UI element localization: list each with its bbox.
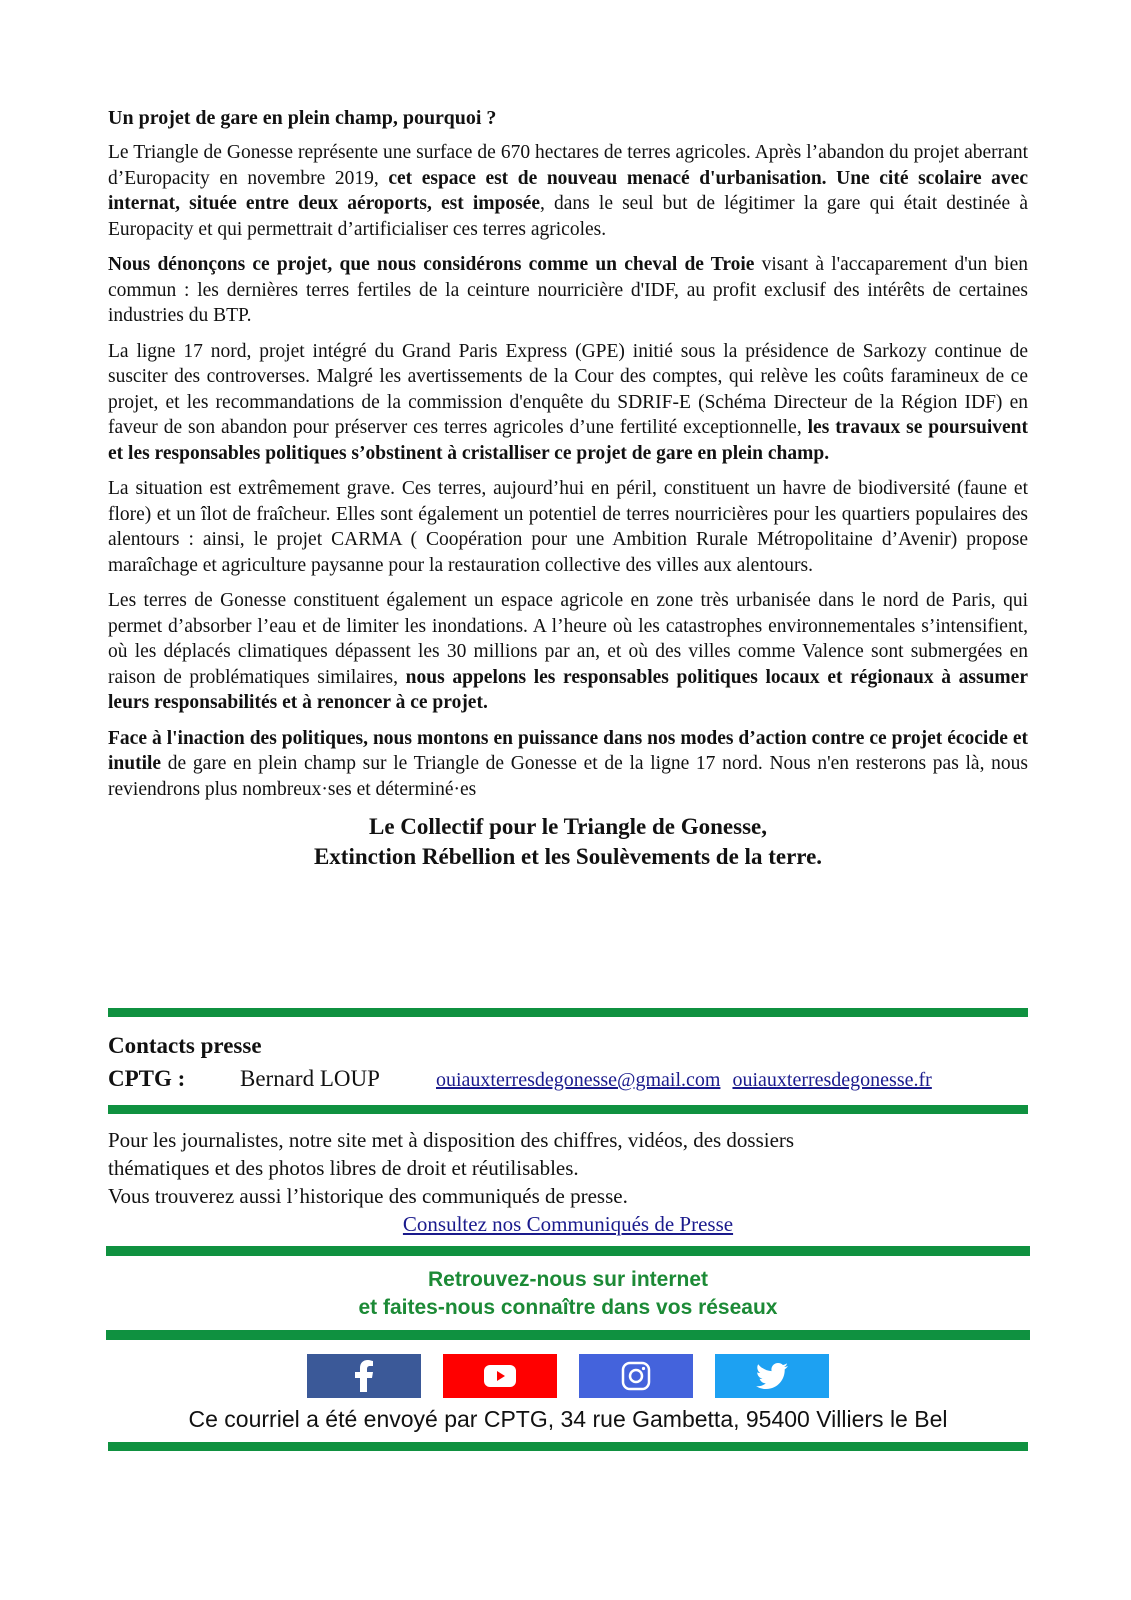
social-heading-line-1: Retrouvez-nous sur internet [427, 1268, 709, 1291]
footer-address: Ce courriel a été envoyé par CPTG, 34 rue Gambetta, 95400 Villiers le Bel [188, 1406, 948, 1432]
contacts-title: Contacts presse [108, 1033, 262, 1058]
body-paragraph [108, 140, 1028, 242]
journalists-line: Pour les journalistes, notre site met à disposition des chiffres, vidéos, des dossiers [108, 1128, 795, 1152]
instagram-button[interactable] [579, 1354, 693, 1398]
footer-section [108, 1008, 1028, 1451]
youtube-icon [483, 1364, 517, 1388]
divider-bar [106, 1330, 1030, 1340]
body-paragraph [108, 252, 1028, 329]
paragraph-text: de gare en plein champ sur le Triangle de Gonesse et de la ligne 17 nord. Nous n'en resterons pas là, nous reviendrons plus nombreux·ses et déterminé·es [108, 753, 1028, 800]
journalists-info [108, 1126, 1028, 1210]
body-paragraph [108, 726, 1028, 803]
instagram-icon [621, 1361, 651, 1391]
social-heading-line-2: et faites-nous connaître dans vos réseaux [358, 1296, 778, 1319]
website-link[interactable]: ouiauxterresdegonesse.fr [732, 1069, 932, 1091]
body-paragraph [108, 339, 1028, 467]
signature-line-1: Le Collectif pour le Triangle de Gonesse, [369, 814, 767, 839]
twitter-button[interactable] [715, 1354, 829, 1398]
divider-bar [108, 1105, 1028, 1114]
paragraph-text: La situation est extrêmement grave. Ces terres, aujourd’hui en péril, constituent un havre de biodiversité (faune et flore) et un îlot de fraîcheur. Elles sont également un potentiel de terres nourricières pour les quartiers populaires des alentours : ainsi, le projet CARMA ( Coopération pour une Ambition Rurale Métropolitaine d’Avenir) propose maraîchage et agriculture paysanne pour la restauration collective des villes aux alentours. [108, 478, 1028, 576]
paragraph-text: visant à l'accaparement d'un bien commun : les dernières terres fertiles de la ceinture nourricière d'IDF, au profit exclusif des intérêts de certaines industries du BTP. [108, 254, 1028, 326]
contact-row [108, 1061, 1028, 1097]
contact-name: Bernard LOUP [240, 1066, 380, 1091]
signature [108, 812, 1028, 872]
signature-line-2: Extinction Rébellion et les Soulèvements de la terre. [313, 844, 823, 869]
paragraphs [108, 140, 1028, 802]
social-icons [108, 1354, 1028, 1398]
youtube-button[interactable] [443, 1354, 557, 1398]
facebook-button[interactable] [307, 1354, 421, 1398]
social-heading [108, 1266, 1028, 1322]
emphasized-text: Nous dénonçons ce projet, que nous considérons comme un cheval de Troie [108, 254, 755, 275]
contact-organization: CPTG : [108, 1066, 186, 1091]
press-releases-link[interactable]: Consultez nos Communiqués de Presse [402, 1212, 734, 1236]
press-releases-link-wrap [108, 1210, 1028, 1238]
body-paragraph [108, 588, 1028, 716]
email-link[interactable]: ouiauxterresdegonesse@gmail.com [436, 1069, 721, 1091]
paragraph-text: La ligne 17 nord, projet intégré du Grand Paris Express (GPE) initié sous la présidence de Sarkozy continue de susciter des controverses. Malgré les avertissements de la Cour des comptes, qui relève les coûts faramineux de ce projet, et les recommandations de la commission d'enquête du SDRIF-E (Schéma Directeur de la Région IDF) en faveur de son abandon pour préserver ces terres agricoles d’une fertilité exceptionnelle, [108, 340, 1028, 438]
emphasized-text: nous appelons les responsables politiques locaux et régionaux à assumer leurs responsabilités et à renoncer à ce projet. [108, 666, 1028, 713]
emphasized-text: Face à l'inaction des politiques, nous montons en puissance dans nos modes d’action contre ce projet écocide et inutile [108, 727, 1028, 774]
paragraph-text: Les terres de Gonesse constituent également un espace agricole en zone très urbanisée dans le nord de Paris, qui permet d’absorber l’eau et de limiter les inondations. A l’heure où les catastrophes environnementales s’intensifient, où les déplacés climatiques dépassent les 30 millions par an, et où des villes comme Valence sont submergées en raison de problématiques similaires, [108, 590, 1028, 688]
twitter-icon [756, 1363, 788, 1389]
divider-bar [108, 1008, 1028, 1017]
journalists-line: Vous trouverez aussi l’historique des communiqués de presse. [108, 1184, 628, 1208]
journalists-line: thématiques et des photos libres de droit et réutilisables. [108, 1156, 579, 1180]
divider-bar [108, 1442, 1028, 1451]
facebook-icon [353, 1360, 375, 1392]
paragraph-text: Le Triangle de Gonesse représente une surface de 670 hectares de terres agricoles. Après l’abandon du projet aberrant d’Europacity en novembre 2019, [108, 142, 1028, 189]
emphasized-text: les travaux se poursuivent et les responsables politiques s’obstinent à cristalliser ce projet de gare en plein champ. [108, 417, 1028, 464]
divider-bar [106, 1246, 1030, 1256]
emphasized-text: cet espace est de nouveau menacé d'urbanisation. Une cité scolaire avec internat, située entre deux aéroports, est imposée [108, 167, 1028, 214]
section-heading: Un projet de gare en plein champ, pourquoi ? [108, 107, 497, 129]
press-release-body [108, 106, 1028, 872]
paragraph-text: , dans le seul but de légitimer la gare qui était destinée à Europacity et qui permettrait d’artificialiser ces terres agricoles. [108, 193, 1028, 240]
body-paragraph [108, 476, 1028, 578]
